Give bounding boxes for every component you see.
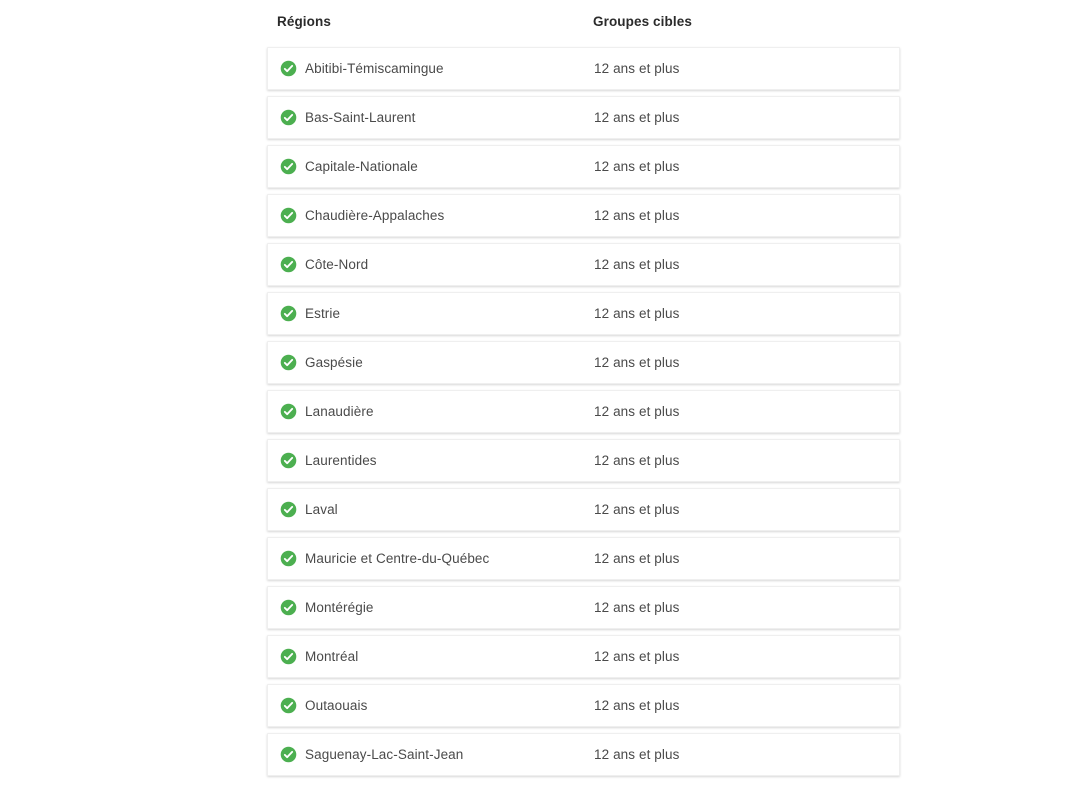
- region-label: Montréal: [305, 649, 359, 664]
- region-label: Montérégie: [305, 600, 374, 615]
- region-label: Abitibi-Témiscamingue: [305, 61, 444, 76]
- region-label: Saguenay-Lac-Saint-Jean: [305, 747, 464, 762]
- check-circle-icon: [280, 501, 297, 518]
- check-circle-icon: [280, 550, 297, 567]
- region-label: Outaouais: [305, 698, 368, 713]
- target-group-label: 12 ans et plus: [594, 257, 680, 272]
- table-row[interactable]: [267, 488, 900, 531]
- target-group-label: 12 ans et plus: [594, 159, 680, 174]
- target-group-label: 12 ans et plus: [594, 551, 680, 566]
- table-row[interactable]: [267, 635, 900, 678]
- table-row[interactable]: [267, 684, 900, 727]
- column-header-regions: Régions: [277, 14, 331, 29]
- table-row[interactable]: [267, 292, 900, 335]
- region-table: [267, 0, 900, 782]
- table-row[interactable]: [267, 537, 900, 580]
- check-circle-icon: [280, 60, 297, 77]
- table-row[interactable]: [267, 243, 900, 286]
- table-row[interactable]: [267, 96, 900, 139]
- target-group-label: 12 ans et plus: [594, 355, 680, 370]
- table-rows: [267, 47, 900, 776]
- region-label: Lanaudière: [305, 404, 374, 419]
- check-circle-icon: [280, 305, 297, 322]
- target-group-label: 12 ans et plus: [594, 698, 680, 713]
- check-circle-icon: [280, 599, 297, 616]
- table-row[interactable]: [267, 194, 900, 237]
- region-label: Laval: [305, 502, 338, 517]
- check-circle-icon: [280, 746, 297, 763]
- check-circle-icon: [280, 648, 297, 665]
- region-label: Côte-Nord: [305, 257, 369, 272]
- region-label: Gaspésie: [305, 355, 363, 370]
- table-row[interactable]: [267, 341, 900, 384]
- table-row[interactable]: [267, 733, 900, 776]
- target-group-label: 12 ans et plus: [594, 61, 680, 76]
- region-label: Mauricie et Centre-du-Québec: [305, 551, 490, 566]
- target-group-label: 12 ans et plus: [594, 306, 680, 321]
- table-row[interactable]: [267, 47, 900, 90]
- region-label: Bas-Saint-Laurent: [305, 110, 416, 125]
- table-row[interactable]: [267, 145, 900, 188]
- target-group-label: 12 ans et plus: [594, 600, 680, 615]
- check-circle-icon: [280, 697, 297, 714]
- target-group-label: 12 ans et plus: [594, 649, 680, 664]
- check-circle-icon: [280, 256, 297, 273]
- check-circle-icon: [280, 207, 297, 224]
- target-group-label: 12 ans et plus: [594, 208, 680, 223]
- column-header-groups: Groupes cibles: [593, 14, 692, 29]
- target-group-label: 12 ans et plus: [594, 747, 680, 762]
- check-circle-icon: [280, 109, 297, 126]
- table-row[interactable]: [267, 439, 900, 482]
- check-circle-icon: [280, 403, 297, 420]
- target-group-label: 12 ans et plus: [594, 110, 680, 125]
- region-label: Laurentides: [305, 453, 377, 468]
- target-group-label: 12 ans et plus: [594, 502, 680, 517]
- region-label: Estrie: [305, 306, 341, 321]
- target-group-label: 12 ans et plus: [594, 453, 680, 468]
- target-group-label: 12 ans et plus: [594, 404, 680, 419]
- check-circle-icon: [280, 452, 297, 469]
- check-circle-icon: [280, 354, 297, 371]
- check-circle-icon: [280, 158, 297, 175]
- region-label: Capitale-Nationale: [305, 159, 418, 174]
- table-row[interactable]: [267, 390, 900, 433]
- table-header: [267, 0, 900, 31]
- region-label: Chaudière-Appalaches: [305, 208, 445, 223]
- table-row[interactable]: [267, 586, 900, 629]
